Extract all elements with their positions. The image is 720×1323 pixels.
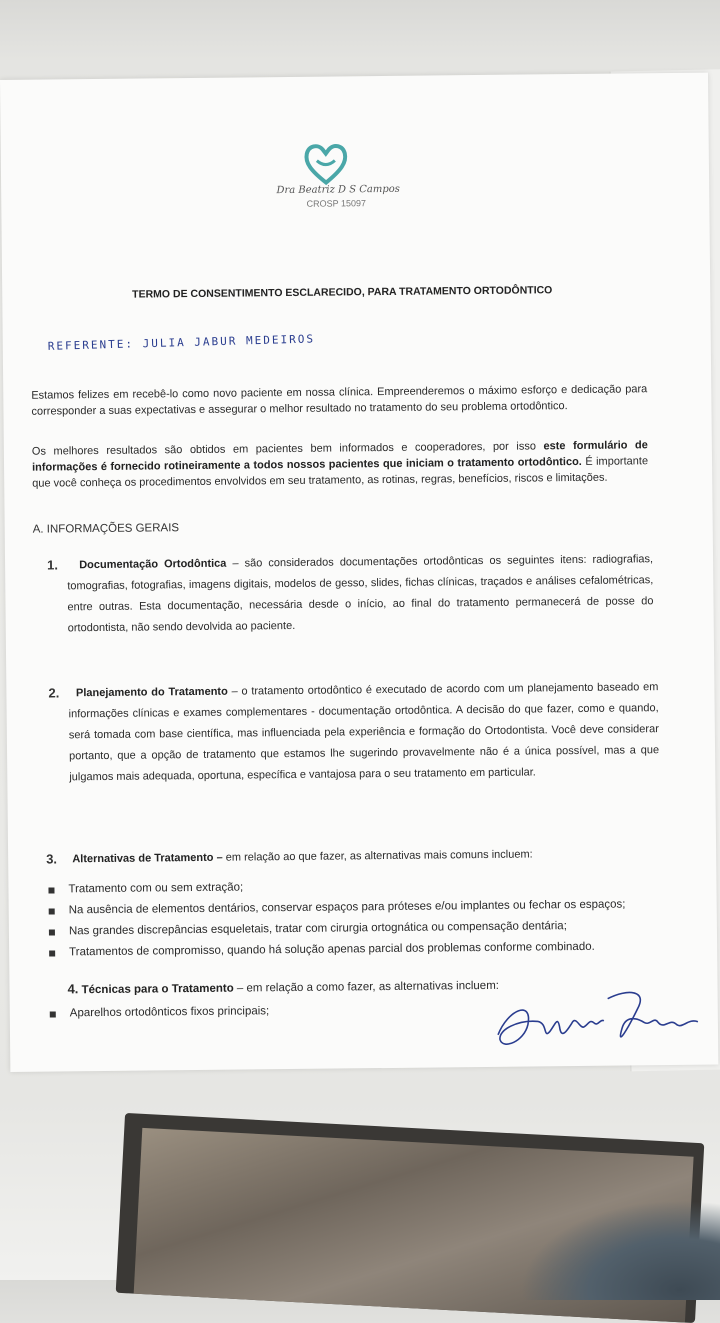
item-1-number: 1. bbox=[47, 557, 59, 573]
section-a-heading: A. INFORMAÇÕES GERAIS bbox=[32, 522, 180, 536]
alternatives-list bbox=[48, 873, 669, 963]
item-4-text bbox=[67, 977, 499, 997]
intro-paragraph-2 bbox=[32, 437, 648, 491]
item-4-number: 4. bbox=[67, 981, 79, 997]
item-2-number: 2. bbox=[48, 685, 60, 701]
document-title: TERMO DE CONSENTIMENTO ESCLARECIDO, PARA TRATAMENTO ORTODÔNTICO bbox=[132, 284, 553, 301]
item-3-number: 3. bbox=[46, 851, 58, 867]
item-3-heading: Alternativas de Tratamento – bbox=[72, 851, 223, 866]
item-1-heading: Documentação Ortodôntica bbox=[79, 557, 227, 572]
item-4-body: – em relação a como fazer, as alternativas incluem: bbox=[233, 979, 500, 995]
list-item: Tratamento com ou sem extração; bbox=[48, 873, 668, 900]
item-3-text bbox=[66, 843, 666, 870]
referente-handwritten: REFERENTE: JULIA JABUR MEDEIROS bbox=[47, 332, 316, 353]
sleeve-background bbox=[520, 1200, 720, 1300]
list-item: Tratamentos de compromisso, quando há solução apenas parcial dos problemas conforme combinado. bbox=[49, 936, 669, 963]
techniques-list bbox=[50, 999, 450, 1024]
item-4-heading: Técnicas para o Tratamento bbox=[81, 982, 234, 997]
handwritten-signature bbox=[487, 978, 708, 1060]
item-3-body: em relação ao que fazer, as alternativas mais comuns incluem: bbox=[222, 848, 533, 864]
doctor-registration: CROSP 15097 bbox=[306, 198, 367, 209]
list-item: Nas grandes discrepâncias esqueletais, tratar com cirurgia ortognática ou compensação dentária; bbox=[49, 915, 669, 942]
item-2-body: – o tratamento ortodôntico é executado de acordo com um planejamento baseado em informações clínicas e exames complementares - documentação ortodôntica. A decisão do que fazer, como e quando, será tomada com base científica, mas influenciada pela experiência e formação do Ortodontista. Você deve considerar portanto, que a opção de tratamento que estamos lhe sugerindo provavelmente não é a única possível, mas a que julgamos mais adequada, oportuna, específica e vantajosa para o seu tratamento em particular. bbox=[68, 681, 660, 784]
item-2-heading: Planejamento do Tratamento bbox=[75, 685, 228, 700]
list-item: Na ausência de elementos dentários, conservar espaços para próteses e/ou implantes ou fechar os espaços; bbox=[49, 894, 669, 921]
intro-p2-start: Os melhores resultados são obtidos em pacientes bem informados e cooperadores, por isso bbox=[31, 440, 544, 458]
list-item: Aparelhos ortodônticos fixos principais; bbox=[50, 999, 450, 1024]
item-1-text bbox=[67, 549, 654, 639]
intro-p2-bold: este formulário de informações é fornecido rotineiramente a todos nossos pacientes que iniciam o tratamento ortodôntico. bbox=[31, 439, 648, 474]
intro-p2-end: É importante que você conheça os procedimentos envolvidos em seu tratamento, as rotinas, regras, benefícios, riscos e limitações. bbox=[32, 455, 649, 490]
doctor-name: Dra Beatriz D S Campos bbox=[276, 183, 400, 197]
tooth-heart-logo-icon bbox=[301, 138, 352, 189]
consent-document bbox=[0, 73, 718, 1072]
item-1-body: – são considerados documentações ortodônticas os seguintes itens: radiografias, tomografias, fotografias, imagens digitais, modelos de gesso, slides, fichas clínicas, traçados e análises cefalométricas, entre outras. Esta documentação, necessária desde o início, ao final do tratamento permanecerá de posse do ortodontista, não sendo devolvida ao paciente. bbox=[67, 553, 654, 635]
intro-paragraph-1: Estamos felizes em recebê-lo como novo paciente em nossa clínica. Empreenderemos o máximo esforço e dedicação para corresponder a suas expectativas e assegurar o melhor resultado no tratamento do seu problema ortodôntico. bbox=[31, 383, 648, 418]
item-2-text bbox=[68, 677, 659, 788]
